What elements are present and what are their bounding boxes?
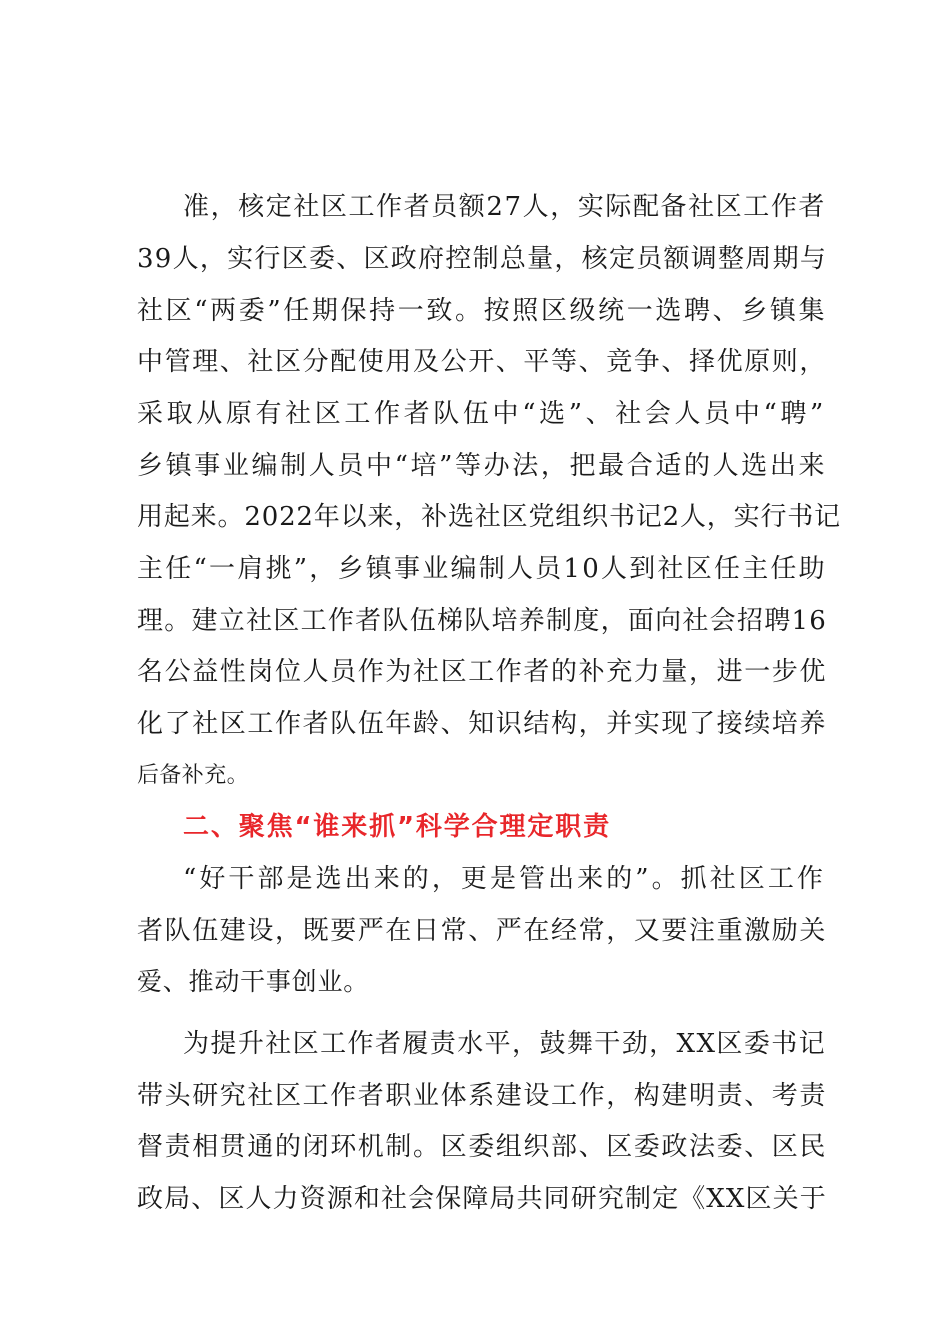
line-text: 爱、推动干事创业。 — [137, 967, 370, 996]
line-text: 名公益性岗位人员作为社区工作者的补充力量，进一步优 — [137, 657, 828, 687]
paragraph-line — [0, 1073, 950, 1119]
line-text: 乡镇事业编制人员中“培”等办法，把最合适的人选出来 — [137, 451, 828, 481]
paragraph-line — [0, 288, 950, 334]
paragraph-line — [0, 391, 950, 437]
line-text: 化了社区工作者队伍年龄、知识结构，并实现了接续培养 — [137, 709, 828, 739]
paragraph-line — [0, 753, 950, 799]
paragraph-line — [0, 494, 950, 540]
paragraph-line — [0, 546, 950, 592]
paragraph-line — [0, 701, 950, 747]
paragraph-line — [0, 959, 950, 1005]
line-text: 后备补充。 — [137, 763, 250, 788]
line-text: 用起来。2022年以来，补选社区党组织书记2人，实行书记 — [137, 502, 841, 532]
paragraph-line — [0, 1176, 950, 1222]
paragraph-line — [0, 1124, 950, 1170]
paragraph-line — [0, 908, 950, 954]
line-text: 理。建立社区工作者队伍梯队培养制度，面向社会招聘16 — [137, 606, 828, 636]
line-text: 政局、区人力资源和社会保障局共同研究制定《XX区关于 — [137, 1184, 827, 1214]
line-text: 采取从原有社区工作者队伍中“选”、社会人员中“聘” — [137, 399, 827, 429]
line-text: 督责相贯通的闭环机制。区委组织部、区委政法委、区民 — [137, 1132, 828, 1162]
line-text: 社区“两委”任期保持一致。按照区级统一选聘、乡镇集 — [137, 296, 828, 326]
paragraph-line — [0, 339, 950, 385]
section-heading — [0, 804, 950, 850]
paragraph-line — [0, 184, 950, 230]
line-text: 主任“一肩挑”，乡镇事业编制人员10人到社区任主任助 — [137, 554, 827, 584]
paragraph-line — [0, 598, 950, 644]
line-text: “好干部是选出来的，更是管出来的”。抓社区工作 — [183, 864, 826, 894]
line-text: 带头研究社区工作者职业体系建设工作，构建明责、考责 — [137, 1081, 828, 1111]
paragraph-line — [0, 236, 950, 282]
line-text: 39人，实行区委、区政府控制总量，核定员额调整周期与 — [137, 244, 828, 274]
paragraph-line — [0, 856, 950, 902]
paragraph-line — [0, 443, 950, 489]
line-text: 者队伍建设，既要严在日常、严在经常，又要注重激励关 — [137, 916, 828, 946]
section-heading-text: 二、聚焦“谁来抓”科学合理定职责 — [183, 812, 611, 842]
line-text: 为提升社区工作者履责水平，鼓舞干劲，XX区委书记 — [183, 1029, 827, 1059]
line-text: 准，核定社区工作者员额27人，实际配备社区工作者 — [183, 192, 827, 222]
line-text: 中管理、社区分配使用及公开、平等、竞争、择优原则， — [137, 347, 828, 377]
paragraph-line — [0, 1021, 950, 1067]
paragraph-line — [0, 649, 950, 695]
